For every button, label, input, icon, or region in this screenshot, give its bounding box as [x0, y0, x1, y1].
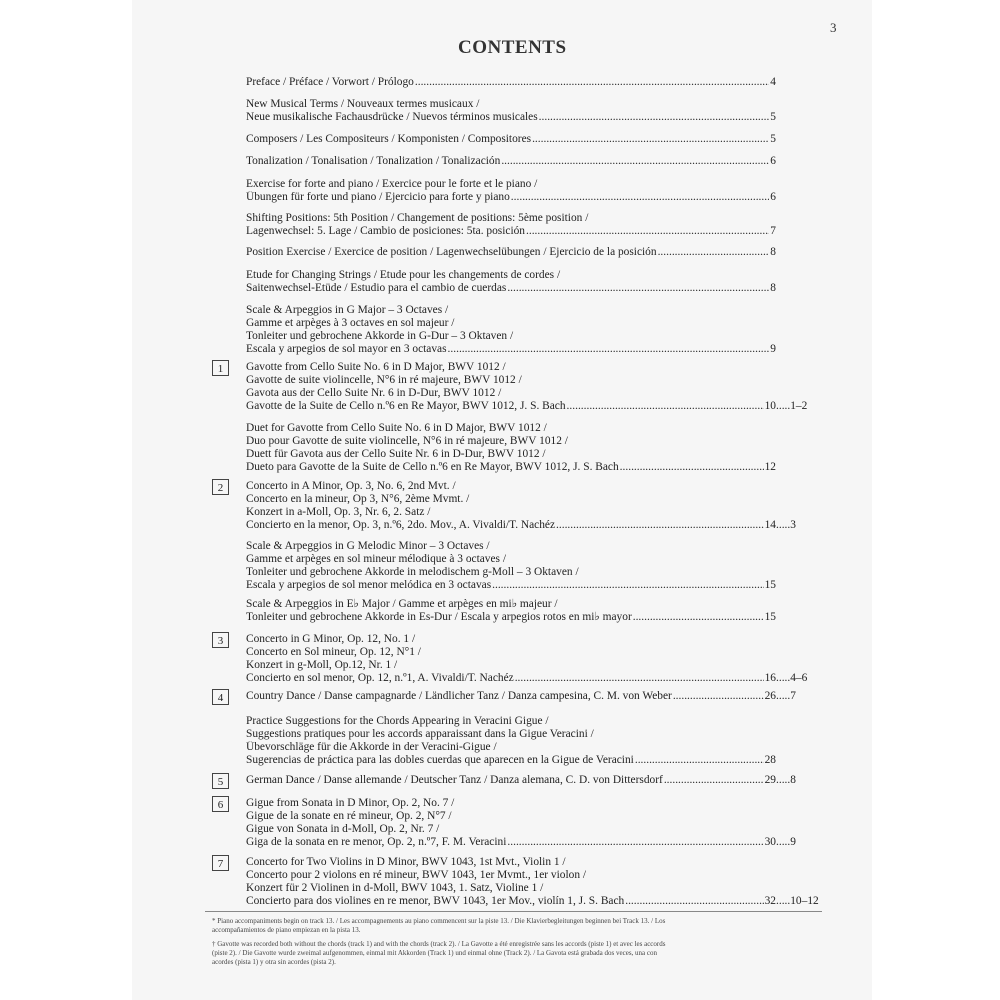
dot-leader	[567, 400, 764, 413]
dot-leader	[415, 76, 769, 89]
track-number: .....4–6	[776, 672, 808, 685]
toc-line-text: Concerto in G Minor, Op. 12, No. 1 /	[246, 633, 416, 645]
toc-line	[246, 76, 776, 89]
page-title: CONTENTS	[458, 37, 567, 58]
toc-line-text: Gigue from Sonata in D Minor, Op. 2, No. 7 /	[246, 797, 455, 809]
toc-line	[246, 646, 776, 659]
toc-line-text: Gavotte de la Suite de Cello n.º6 en Re Mayor, BWV 1012, J. S. Bach	[246, 400, 566, 413]
toc-line-text: Concerto in A Minor, Op. 3, No. 6, 2nd Mvt. /	[246, 480, 456, 492]
toc-line-text: Scale & Arpeggios in E♭ Major / Gamme et arpèges en mi♭ majeur /	[246, 598, 558, 610]
toc-entry	[246, 715, 776, 767]
track-number: .....1–2	[776, 400, 808, 413]
toc-line-text: Country Dance / Danse campagnarde / Ländlicher Tanz / Danza campesina, C. M. von Weber	[246, 690, 672, 702]
toc-page-number: 6	[770, 191, 776, 204]
toc-line	[246, 895, 776, 908]
toc-line	[246, 690, 776, 703]
toc-line	[246, 579, 776, 592]
dot-leader	[633, 611, 764, 624]
toc-line	[246, 519, 776, 532]
piece-number-box: 5	[212, 773, 229, 789]
toc-entry	[246, 212, 776, 238]
toc-entry	[246, 133, 776, 146]
toc-line	[246, 856, 776, 869]
footnote	[212, 940, 792, 967]
toc-line	[246, 178, 776, 191]
toc-page-number: 12	[764, 461, 776, 474]
piece-number-box: 6	[212, 796, 229, 812]
toc-line-text: Konzert für 2 Violinen in d-Moll, BWV 1043, 1. Satz, Violine 1 /	[246, 882, 544, 895]
toc-line-text: Gamme et arpèges à 3 octaves en sol majeur /	[246, 317, 455, 330]
toc-line	[246, 155, 776, 168]
toc-line-text: Concerto pour 2 violons en ré mineur, BWV 1043, 1er Mvmt., 1er violon /	[246, 869, 587, 882]
toc-line	[246, 111, 776, 124]
toc-page-number: 4	[770, 76, 776, 88]
dot-leader	[492, 579, 763, 592]
footnote-line: † Gavotte was recorded both without the chords (track 1) and with the chords (track 2). / La Gavotte a été enregistrée sans les accords (piste 1) et avec les accords	[212, 940, 666, 948]
toc-line	[246, 774, 776, 787]
toc-line-text: Duo pour Gavotte de suite violincelle, N°6 in ré majeure, BWV 1012 /	[246, 435, 568, 448]
toc-line	[246, 461, 776, 474]
toc-entry	[246, 856, 776, 908]
toc-line	[246, 836, 776, 849]
track-number: .....3	[776, 519, 796, 532]
toc-line	[246, 553, 776, 566]
piece-number-box: 3	[212, 632, 229, 648]
toc-line	[246, 715, 776, 728]
toc-page-number: 10	[764, 400, 776, 413]
piece-number-box: 7	[212, 855, 229, 871]
toc-line-text: Sugerencias de práctica para las dobles cuerdas que aparecen en la Gigue de Veracini	[246, 754, 634, 767]
footnote	[212, 917, 792, 935]
toc-line-text: Position Exercise / Exercice de position / Lagenwechselübungen / Ejercicio de la posición	[246, 246, 657, 258]
toc-line-text: Tonleiter und gebrochene Akkorde in melodischem g-Moll – 3 Oktaven /	[246, 566, 579, 579]
dot-leader	[620, 461, 764, 474]
toc-page-number: 16	[764, 672, 776, 685]
dot-leader	[625, 895, 763, 908]
dot-leader	[511, 191, 770, 204]
toc-line	[246, 387, 776, 400]
dot-leader	[556, 519, 764, 532]
toc-line-text: Escala y arpegios de sol menor melódica en 3 octavas	[246, 579, 492, 592]
footnote-line: acordes (pista 1) y otra sin acordes (pista 2).	[212, 958, 336, 966]
toc-line-text: Neue musikalische Fachausdrücke / Nuevos términos musicales	[246, 111, 538, 124]
toc-entry	[246, 361, 776, 413]
toc-line-text: Dueto para Gavotte de la Suite de Cello n.º6 en Re Mayor, BWV 1012, J. S. Bach	[246, 461, 619, 474]
toc-entry	[246, 269, 776, 295]
toc-line-text: Gavota aus der Cello Suite Nr. 6 in D-Dur, BWV 1012 /	[246, 387, 502, 400]
dot-leader	[539, 111, 770, 124]
footnote-line: accompañamientos de piano empiezan en la pista 13.	[212, 926, 361, 934]
toc-line-text: Practice Suggestions for the Chords Appearing in Veracini Gigue /	[246, 715, 549, 727]
toc-line-text: Etude for Changing Strings / Etude pour les changements de cordes /	[246, 269, 561, 281]
toc-entry	[246, 76, 776, 89]
toc-line	[246, 869, 776, 882]
toc-entry	[246, 304, 776, 356]
toc-line-text: Gamme et arpèges en sol mineur mélodique à 3 octaves /	[246, 553, 506, 566]
toc-entry	[246, 422, 776, 474]
dot-leader	[673, 690, 764, 703]
toc-page-number: 32	[764, 895, 776, 908]
toc-line-text: Composers / Les Compositeurs / Komponisten / Compositores	[246, 133, 532, 145]
toc-line	[246, 598, 776, 611]
toc-entry	[246, 246, 776, 259]
toc-line-text: Konzert in g-Moll, Op.12, Nr. 1 /	[246, 659, 398, 672]
toc-entry	[246, 633, 776, 685]
toc-line	[246, 633, 776, 646]
toc-line-text: Tonleiter und gebrochene Akkorde in G-Dur – 3 Oktaven /	[246, 330, 514, 343]
toc-line	[246, 361, 776, 374]
dot-leader	[635, 754, 764, 767]
toc-page-number: 15	[764, 579, 776, 592]
toc-line	[246, 810, 776, 823]
track-number: .....7	[776, 690, 796, 702]
footnote-divider	[205, 911, 822, 912]
toc-line	[246, 435, 776, 448]
footnote-line: (piste 2). / Die Gavotte wurde zweimal aufgenommen, einmal mit Akkorden (Track 1) und einmal ohne (Track 2). / La Gavota está grabada dos veces, una con	[212, 949, 658, 957]
toc-entry	[246, 178, 776, 204]
toc-page-number: 15	[764, 611, 776, 624]
toc-line-text: Preface / Préface / Vorwort / Prólogo	[246, 76, 414, 88]
toc-line-text: Gigue von Sonata in d-Moll, Op. 2, Nr. 7 /	[246, 823, 440, 836]
toc-line	[246, 191, 776, 204]
piece-number-box: 1	[212, 360, 229, 376]
track-number: .....8	[776, 774, 796, 786]
toc-line-text: Concierto en sol menor, Op. 12, n.º1, A. Vivaldi/T. Nachéz	[246, 672, 514, 685]
toc-line-text: Tonalization / Tonalisation / Tonalization / Tonalización	[246, 155, 501, 167]
toc-line-text: Concerto for Two Violins in D Minor, BWV 1043, 1st Mvt., Violin 1 /	[246, 856, 566, 868]
toc-line-text: Exercise for forte and piano / Exercice pour le forte et le piano /	[246, 178, 538, 190]
toc-line	[246, 754, 776, 767]
toc-entry	[246, 480, 776, 532]
toc-line	[246, 659, 776, 672]
toc-line-text: Concerto en Sol mineur, Op. 12, N°1 /	[246, 646, 421, 659]
toc-entry	[246, 540, 776, 592]
toc-line-text: Suggestions pratiques pour les accords apparaissant dans la Gigue Veracini /	[246, 728, 594, 741]
toc-line-text: Tonleiter und gebrochene Akkorde in Es-Dur / Escala y arpegios rotos en mi♭ mayor	[246, 611, 632, 624]
footnote-line: * Piano accompaniments begin on track 13. / Les accompagnements au piano commencent sur la piste 13. / Die Klavierbegleitungen beginnen bei Track 13. / Los	[212, 917, 666, 925]
toc-line	[246, 506, 776, 519]
toc-entry	[246, 598, 776, 624]
toc-line	[246, 566, 776, 579]
toc-line-text: Concierto en la menor, Op. 3, n.º6, 2do. Mov., A. Vivaldi/T. Nachéz	[246, 519, 556, 532]
toc-line	[246, 493, 776, 506]
piece-number-box: 4	[212, 689, 229, 705]
toc-entry	[246, 797, 776, 849]
toc-page-number: 30	[764, 836, 776, 849]
dot-leader	[532, 133, 769, 146]
toc-line-text: Scale & Arpeggios in G Major – 3 Octaves /	[246, 304, 449, 316]
toc-line	[246, 540, 776, 553]
toc-line-text: Giga de la sonata en re menor, Op. 2, n.º7, F. M. Veracini	[246, 836, 507, 849]
toc-line-text: Lagenwechsel: 5. Lage / Cambio de posiciones: 5ta. posición	[246, 225, 525, 238]
toc-entry	[246, 98, 776, 124]
toc-line-text: German Dance / Danse allemande / Deutscher Tanz / Danza alemana, C. D. von Dittersdorf	[246, 774, 663, 786]
toc-line	[246, 133, 776, 146]
toc-line-text: Übevorschläge für die Akkorde in der Veracini-Gigue /	[246, 741, 497, 754]
toc-line	[246, 611, 776, 624]
toc-entry	[246, 690, 776, 703]
toc-entry	[246, 774, 776, 787]
dot-leader	[501, 155, 769, 168]
toc-line	[246, 728, 776, 741]
track-number: .....10–12	[776, 895, 819, 908]
dot-leader	[526, 225, 769, 238]
toc-page-number: 8	[770, 246, 776, 258]
toc-line	[246, 672, 776, 685]
toc-line	[246, 882, 776, 895]
toc-line	[246, 400, 776, 413]
dot-leader	[515, 672, 764, 685]
toc-page-number: 7	[770, 225, 776, 238]
toc-line	[246, 225, 776, 238]
toc-page-number: 6	[770, 155, 776, 167]
dot-leader	[448, 343, 770, 356]
dot-leader	[658, 246, 770, 259]
toc-line	[246, 343, 776, 356]
dot-leader	[507, 836, 763, 849]
toc-line	[246, 480, 776, 493]
toc-line	[246, 823, 776, 836]
toc-line	[246, 269, 776, 282]
toc-line	[246, 374, 776, 387]
toc-line	[246, 212, 776, 225]
toc-line	[246, 304, 776, 317]
toc-line-text: Duet for Gavotte from Cello Suite No. 6 in D Major, BWV 1012 /	[246, 422, 547, 434]
toc-line-text: New Musical Terms / Nouveaux termes musicaux /	[246, 98, 480, 110]
toc-line-text: Concierto para dos violines en re menor, BWV 1043, 1er Mov., violín 1, J. S. Bach	[246, 895, 625, 908]
toc-page-number: 28	[764, 754, 776, 767]
toc-line-text: Concerto en la mineur, Op 3, N°6, 2ème Mvmt. /	[246, 493, 470, 506]
page-number: 3	[830, 20, 837, 35]
toc-line-text: Konzert in a-Moll, Op. 3, Nr. 6, 2. Satz /	[246, 506, 431, 519]
toc-page-number: 8	[770, 282, 776, 295]
piece-number-box: 2	[212, 479, 229, 495]
toc-page-number: 14	[764, 519, 776, 532]
dot-leader	[507, 282, 769, 295]
toc-page-number: 5	[770, 111, 776, 124]
toc-line	[246, 317, 776, 330]
toc-page-number: 26	[764, 690, 776, 702]
toc-line-text: Scale & Arpeggios in G Melodic Minor – 3 Octaves /	[246, 540, 490, 552]
toc-line-text: Duett für Gavota aus der Cello Suite Nr. 6 in D-Dur, BWV 1012 /	[246, 448, 546, 461]
toc-line-text: Übungen für forte und piano / Ejercicio para forte y piano	[246, 191, 510, 204]
toc-line-text: Shifting Positions: 5th Position / Changement de positions: 5ème position /	[246, 212, 589, 224]
toc-line	[246, 246, 776, 259]
toc-line	[246, 282, 776, 295]
toc-line-text: Gavotte de suite violincelle, N°6 in ré majeure, BWV 1012 /	[246, 374, 522, 387]
toc-line	[246, 422, 776, 435]
toc-page-number: 9	[770, 343, 776, 356]
toc-line-text: Saitenwechsel-Etüde / Estudio para el cambio de cuerdas	[246, 282, 507, 295]
toc-line	[246, 797, 776, 810]
toc-line	[246, 98, 776, 111]
toc-page-number: 5	[770, 133, 776, 145]
toc-line	[246, 741, 776, 754]
toc-line-text: Gigue de la sonate en ré mineur, Op. 2, N°7 /	[246, 810, 452, 823]
toc-entry	[246, 155, 776, 168]
toc-page-number: 29	[764, 774, 776, 786]
toc-line-text: Escala y arpegios de sol mayor en 3 octavas	[246, 343, 447, 356]
toc-line-text: Gavotte from Cello Suite No. 6 in D Major, BWV 1012 /	[246, 361, 506, 373]
track-number: .....9	[776, 836, 796, 849]
dot-leader	[664, 774, 764, 787]
toc-line	[246, 448, 776, 461]
toc-line	[246, 330, 776, 343]
